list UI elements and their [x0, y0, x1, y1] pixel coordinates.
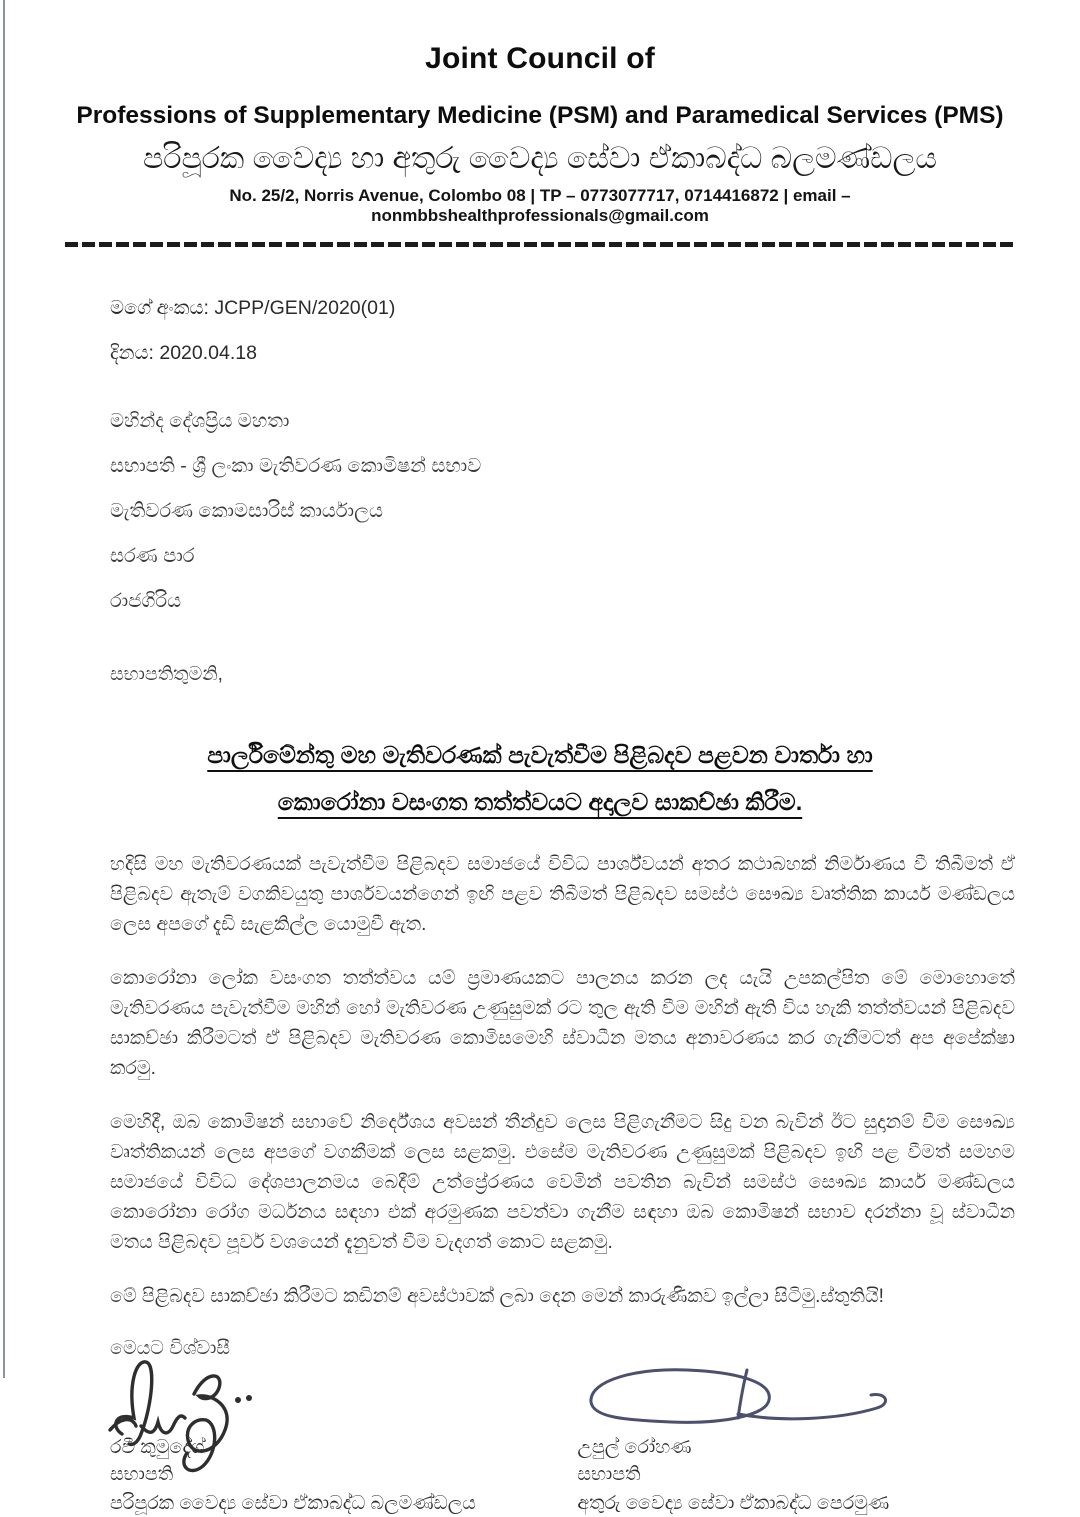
signatory-title: සභාපති — [110, 1464, 174, 1485]
subject-line-2: කොරෝනා වසංගත තත්ත්වයට අදාලව සාකච්ඡා කිරීම. — [277, 789, 803, 815]
body-paragraph-4: මේ පිළිබදව සාකච්ඡා කිරීමට කඩිනම් අවස්ථාවක් ලබා දෙන මෙන් කාරුණිකව ඉල්ලා සිටිමු.ස්තුතියි! — [110, 1286, 884, 1307]
recipient-street: සරණ පාර — [110, 545, 195, 567]
reference-number: මගේ අංකය: JCPP/GEN/2020(01) — [110, 297, 396, 319]
subject-line-1: පාර්ලිමේන්තු මහ මැතිවරණක් පැවැත්වීම පිළිබදව පළවන වාර්තා හා — [207, 742, 873, 768]
signature-left-art — [110, 1360, 577, 1434]
letterhead — [65, 42, 1015, 247]
signature-upul-rohana-icon — [569, 1362, 919, 1442]
divider-line — [65, 242, 1015, 247]
signature-right-art — [577, 1360, 1015, 1434]
recipient-office: මැතිවරණ කොමසාරිස් කාර්යාලය — [110, 500, 383, 522]
body-paragraph-1: හදිසි මහ මැතිවරණයක් පැවැත්වීම පිළිබදව සමාජයේ විවිධ පාර්ශ්වයන් අතර කථාබහක් නිර්මාණය වී තිබීමත් ඒ පිළිබදව ඇතැම් වගකිවයුතු පාර්ශවයන්ගෙන් ඉඟි පළව තිබීමත් පිළිබදව සමස්ථ සෞඛ්‍ය වෘත්තික කාර්ය මණ්ඩලය ලෙස අපගේ දැඩි සැළකිල්ල යොමුවී ඇත. — [110, 854, 1015, 935]
contact-line: No. 25/2, Norris Avenue, Colombo 08 | TP – 0773077717, 0714416872 | email – nonmbbshealthprofessionals@gmail.com — [229, 186, 851, 225]
org-title-sinhala: පරිපූරක වෛද්‍ය හා අතුරු වෛද්‍ය සේවා ඒකාබද්ධ බලමණ්ඩලය — [143, 142, 937, 175]
signatory-title: සභාපති — [577, 1464, 641, 1485]
signatory-name: රවී කුමුදේශ් — [110, 1437, 205, 1458]
recipient-designation: සභාපති - ශ්‍රී ලංකා මැතිවරණ කොමිෂන් සභාව — [110, 455, 482, 477]
recipient-city: රාජගිරිය — [110, 590, 182, 612]
signatory-organization: පරිපූරක වෛද්‍ය සේවා ඒකාබද්ධ බලමණ්ඩලය — [110, 1493, 476, 1514]
letter-date: දිනය: 2020.04.18 — [110, 342, 257, 364]
signatory-name: උපුල් රෝහණ — [577, 1437, 692, 1458]
subject-heading — [110, 732, 970, 826]
recipient-name: මහින්ද දේශප්‍රිය මහතා — [110, 410, 290, 432]
letter-meta — [110, 297, 1015, 365]
closing-phrase: මෙයට විශ්වාසී — [110, 1338, 231, 1359]
signature-block-left — [110, 1360, 577, 1517]
recipient-address — [110, 399, 1015, 624]
salutation: සභාපතිතුමනි, — [110, 664, 223, 685]
body-paragraph-3: මෙහිදී, ඔබ කොමිෂන් සභාවේ නිර්දේශය අවසන් තීන්දුව ලෙස පිළිගැනීමට සිදු වන බැවින් ඊට සුදානම් වීම සෞඛ්‍ය වෘත්තිකයන් ලෙස අපගේ වගකීමක් ලෙස සළකමු. එසේම මැතිවරණ උණුසුමක් පිළිබදව ඉඟි පළ වීමත් සමහම සමාජයේ විවිධ දේශපාලනමය බෙදීම් උත්ප්‍රේරණය වෙමින් පවතින බැවින් සමස්ථ සෞඛ්‍ය කාර්ය මණ්ඩලය කොරෝනා රෝග මර්ධනය සඳහා එක් අරමුණක පවත්වා ගැනීම සඳහා ඔබ කොමිෂන් සභාව දරන්නා වූ ස්වාධීන මතය පිළිබදව පූර්ව වශයෙන් දැනුවත් වීම වැදගත් කොට සළකමු. — [110, 1112, 1016, 1253]
signature-block-right — [577, 1360, 1015, 1517]
org-subtitle-english: Professions of Supplementary Medicine (PSM) and Paramedical Services (PMS) — [76, 102, 1004, 129]
signatory-organization: අතුරු වෛද්‍ය සේවා ඒකාබද්ධ පෙරමුණ — [577, 1493, 890, 1514]
body-paragraph-2: කොරෝනා ලෝක වසංගත තත්ත්වය යම් ප්‍රමාණයකට පාලනය කරන ලද යැයි උපකල්පිත මේ මොහොතේ මැතිවරණය පැවැත්වීම මහින් හෝ මැතිවරණ උණුසුමක් රට තුල ඇති වීම මහින් ඇති විය හැකි තත්ත්වයන් පිළිබදව සාකච්ඡා කිරීමටත් ඒ පිළිබදව මැතිවරණ කොමිසමෙහි ස්වාධීන මතය අනාවරණය කර ගැනීමටත් අප අපේක්ෂා කරමු. — [110, 968, 1015, 1079]
org-title-english: Joint Council of — [425, 42, 655, 75]
signature-row — [110, 1360, 1015, 1517]
scan-edge-line — [3, 0, 5, 1378]
